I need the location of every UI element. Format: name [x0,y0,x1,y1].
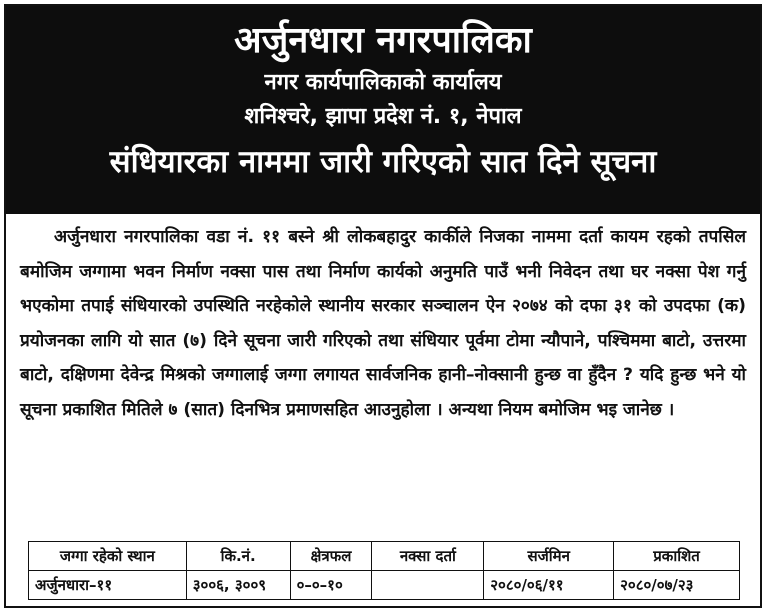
header-cell-location: जग्गा रहेको स्थान [29,542,187,571]
notice-heading: संधियारका नाममा जारी गरिएको सात दिने सूचना [109,144,657,180]
office-subtitle: नगर कार्यपालिकाको कार्यालय [264,70,502,95]
header-cell-published: प्रकाशित [614,542,740,571]
header-cell-inspection: सर्जमिन [484,542,614,571]
details-table [28,541,740,600]
cell-plot-number: ३००६, ३००९ [186,571,290,600]
cell-location: अर्जुनधारा–११ [29,571,187,600]
public-notice [4,4,762,608]
header-cell-plot-number: कि.नं. [186,542,290,571]
cell-published: २०८०/०७/२३ [614,571,740,600]
header-cell-map-registration: नक्सा दर्ता [372,542,484,571]
notice-header [6,6,760,214]
table-header-row [29,542,740,571]
cell-area: ०–०–१० [290,571,372,600]
cell-inspection: २०८०/०६/११ [484,571,614,600]
notice-body: अर्जुनधारा नगरपालिका वडा नं. ११ बस्ने श्री लोकबहादुर कार्कीले निजका नाममा दर्ता कायम रहको तपसिल बमोजिम जग्गामा भवन निर्माण नक्सा पास तथा निर्माण कार्यको अनुमति पाउँ भनी निवेदन तथा घर नक्सा पेश गर्नु भएकोमा तपाई संधियारको उपस्थिति नरहेकोले स्थानीय सरकार सञ्चालन ऐन २०७४ को दफा ३१ को उपदफा (क) प्रयोजनका लागि यो सात (७) दिने सूचना जारी गरिएको तथा संधियार पूर्वमा टोमा न्यौपाने, पश्चिममा बाटो, उत्तरमा बाटो, दक्षिणमा देवेन्द्र मिश्रको जग्गालाई जग्गा लगायत सार्वजनिक हानी–नोक्सानी हुन्छ वा हुँदैन ? यदि हुन्छ भने यो सूचना प्रकाशित मितिले ७ (सात) दिनभित्र प्रमाणसहित आउनुहोला । अन्यथा नियम बमोजिम भइ जानेछ । [20,227,746,420]
header-cell-area: क्षेत्रफल [290,542,372,571]
table-row [29,571,740,600]
municipality-title: अर्जुनधारा नगरपालिका [234,20,532,61]
cell-map-registration [372,571,484,600]
office-address: शनिश्चरे, झापा प्रदेश नं. १, नेपाल [244,104,522,129]
